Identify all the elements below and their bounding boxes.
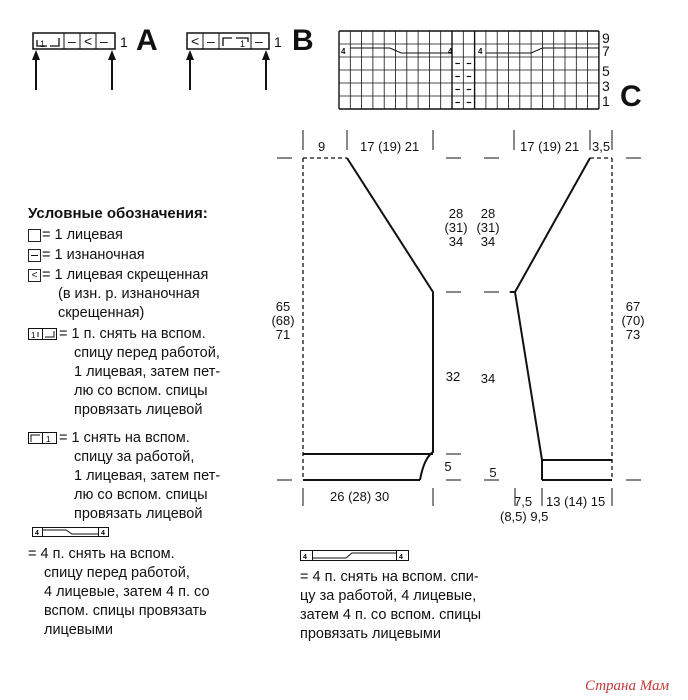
svg-text:4: 4 (101, 530, 105, 537)
legend-item-cross-back-2: спицу за работой, (74, 449, 195, 465)
chart-c-row-5: 5 (602, 63, 610, 79)
right-top-width-2: 3,5 (592, 139, 611, 154)
right-armhole-height-1: 28 (480, 206, 496, 221)
legend-item-cable-front-1: = 4 п. снять на вспом. (28, 546, 175, 562)
svg-text:1: 1 (46, 435, 51, 444)
legend-item-cross-front-1: = 1 п. снять на вспом. (59, 326, 206, 342)
legend-item-knit: = 1 лицевая (42, 227, 123, 243)
svg-text:4: 4 (399, 554, 403, 561)
legend-item-cross-back-1: = 1 снять на вспом. (59, 430, 190, 446)
right-total-height-2: (70) (621, 313, 645, 328)
chart-a-cell-1: 1 (40, 39, 46, 49)
left-piece-outline (347, 158, 433, 480)
right-hem-height: 5 (489, 465, 497, 480)
left-armhole-height-1: 28 (448, 206, 464, 221)
right-total-height-3: 73 (625, 327, 641, 342)
legend-item-cable-front-4: вспом. спицы провязать (44, 603, 207, 619)
chart-a (32, 24, 172, 94)
chart-c-row-9: 9 (602, 30, 610, 46)
legend-item-cable-front-2: спицу перед работой, (44, 565, 190, 581)
left-armhole-height-3: 34 (448, 234, 464, 249)
legend-item-cross-front-5: провязать лицевой (74, 402, 203, 418)
crossed-knit-icon: < (28, 269, 41, 282)
legend-item-cable-back-3: затем 4 п. со вспом. спицы (300, 607, 482, 623)
left-top-width-2: 17 (19) 21 (360, 139, 420, 154)
left-armhole-height-2: (31) (444, 220, 468, 235)
purl-square-icon (28, 249, 41, 262)
legend-item-purl: = 1 изнаночная (42, 247, 145, 263)
chart-b-cell-4: 1 (240, 39, 246, 49)
chart-a-arrows-icon (32, 50, 122, 94)
legend-item-crossed-1: = 1 лицевая скрещенная (42, 267, 209, 283)
right-bottom-width-2: 13 (14) 15 (546, 494, 606, 509)
left-bottom-width: 26 (28) 30 (330, 489, 390, 504)
legend-title: Условные обозначения: (28, 205, 208, 222)
legend-item-crossed-2: (в изн. р. изнаночная (58, 286, 200, 302)
right-bottom-width-1: 7,5 (514, 494, 533, 509)
legend-item-cable-back-4: провязать лицевыми (300, 626, 441, 642)
legend-item-cable-back-2: цу за работой, 4 лицевые, (300, 588, 477, 604)
right-total-height-1: 67 (625, 299, 641, 314)
cross-back-icon (28, 432, 58, 446)
chart-c-row-1: 1 (602, 93, 610, 109)
left-total-height-3: 71 (275, 327, 291, 342)
chart-c-row-3: 3 (602, 78, 610, 94)
chart-c-cable-mark-3: 4 (478, 47, 483, 56)
legend-item-cross-back-3: 1 лицевая, затем пет- (74, 468, 221, 484)
cable-4-front-icon (32, 527, 112, 539)
right-armhole-height-2: (31) (476, 220, 500, 235)
legend-item-cable-front-5: лицевыми (44, 622, 113, 638)
chart-b-label: B (292, 24, 314, 57)
right-piece-outline (515, 292, 542, 480)
chart-c (338, 30, 658, 120)
legend-item-cross-back-4: лю со вспом. спицы (74, 487, 208, 503)
legend-item-cross-back-5: провязать лицевой (74, 506, 203, 522)
legend-item-cable-back-1: = 4 п. снять на вспом. спи- (300, 569, 479, 585)
left-side-height: 32 (445, 369, 461, 384)
right-top-width-1: 17 (19) 21 (520, 139, 580, 154)
svg-text:4: 4 (35, 530, 39, 537)
legend-item-crossed-3: скрещенная) (58, 305, 145, 321)
chart-c-label: C (620, 80, 642, 113)
chart-a-row-number: 1 (120, 34, 128, 50)
left-total-height-1: 65 (275, 299, 291, 314)
cable-4-back-icon (300, 550, 412, 564)
chart-b (186, 24, 326, 94)
chart-c-cable-mark-2: 4 (448, 47, 453, 56)
svg-text:1: 1 (31, 331, 36, 340)
right-piece-raglan (511, 158, 590, 292)
right-armhole-height-3: 34 (480, 234, 496, 249)
right-bottom-width-1b: (8,5) 9,5 (500, 509, 549, 524)
chart-a-cell-3: – (68, 33, 76, 49)
chart-b-cell-1: < (191, 33, 200, 49)
left-hem-height: 5 (444, 459, 452, 474)
chart-c-grid (338, 30, 600, 112)
chart-c-row-7: 7 (602, 43, 610, 59)
legend-item-cross-front-3: 1 лицевая, затем пет- (74, 364, 221, 380)
chart-b-arrows-icon (186, 50, 276, 94)
chart-a-cell-4: < (84, 33, 93, 49)
knit-square-icon (28, 229, 41, 242)
left-top-width-1: 9 (318, 139, 326, 154)
chart-b-row-number: 1 (274, 34, 282, 50)
chart-b-cell-2: – (207, 33, 215, 49)
chart-a-label: A (136, 24, 158, 57)
legend-item-cross-front-2: спицу перед работой, (74, 345, 220, 361)
chart-a-cell-5: – (100, 33, 108, 49)
cross-front-icon (28, 328, 58, 342)
right-side-height: 34 (480, 371, 496, 386)
watermark: Страна Мам (585, 678, 670, 694)
legend (28, 226, 298, 656)
legend-item-cable-back (300, 568, 560, 648)
legend-item-cable-front-3: 4 лицевые, затем 4 п. со (44, 584, 210, 600)
chart-c-cable-mark-1: 4 (341, 47, 346, 56)
svg-text:4: 4 (303, 554, 307, 561)
left-total-height-2: (68) (271, 313, 295, 328)
legend-item-cross-front-4: лю со вспом. спицы (74, 383, 208, 399)
chart-b-cell-5: – (255, 33, 263, 49)
